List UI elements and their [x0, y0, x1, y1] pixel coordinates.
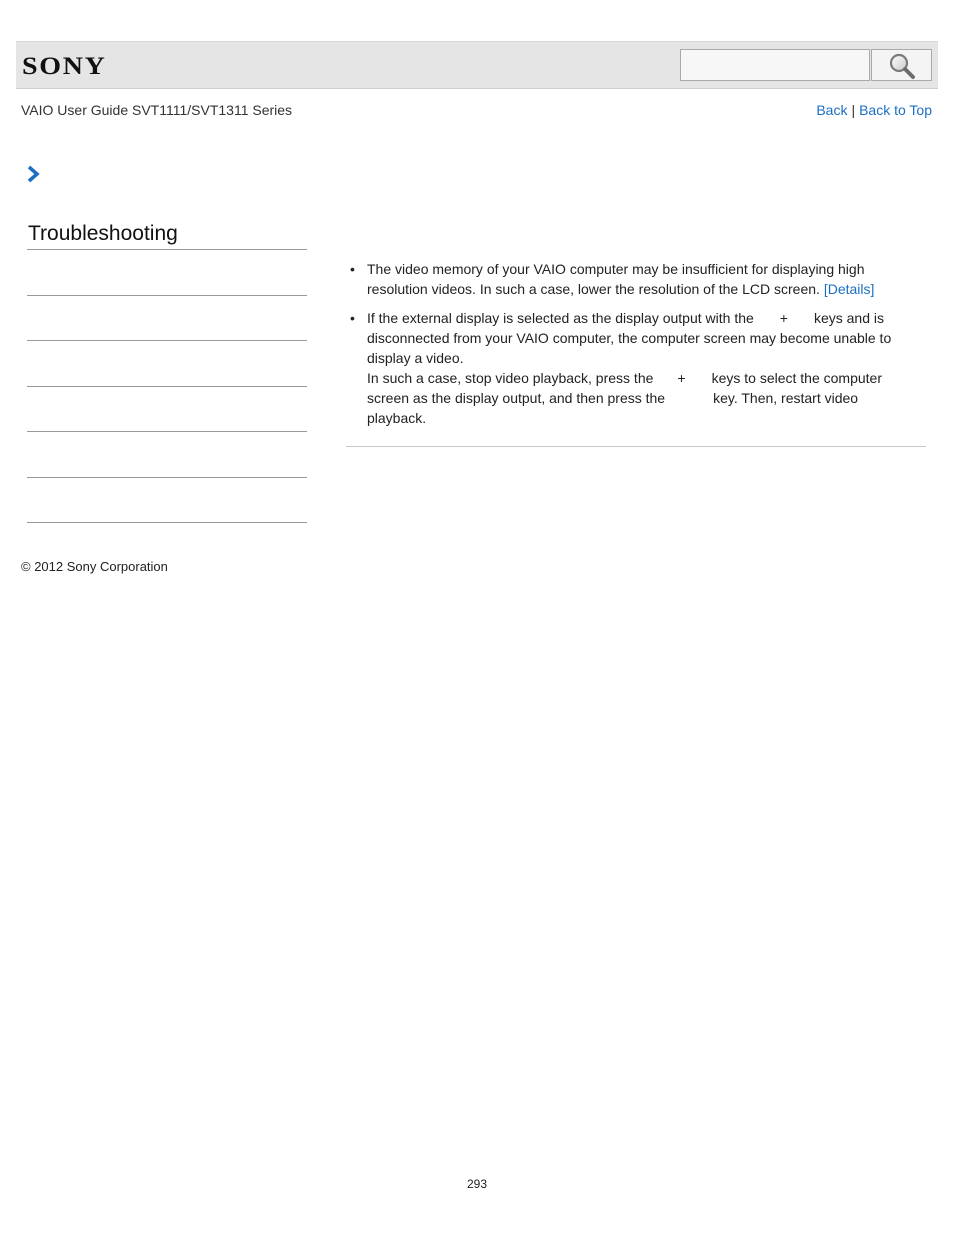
nav-links — [816, 102, 932, 118]
page-number: 293 — [466, 1177, 488, 1191]
chevron-right-icon — [26, 165, 42, 183]
content-divider — [346, 446, 926, 447]
item-text: key. Then, restart video playback. — [367, 390, 859, 426]
item-text: keys to select the computer screen as the display output, and then press the — [367, 370, 882, 406]
back-to-top-link[interactable]: Back to Top — [859, 102, 932, 118]
breadcrumb — [26, 165, 42, 188]
item-text: keys and is disconnected from your VAIO computer, the computer screen may become unable to display a video. — [367, 310, 892, 366]
sidebar-title-rule — [27, 249, 307, 250]
sidebar-item[interactable] — [27, 386, 307, 387]
item-text: If the external display is selected as the display output with the — [367, 310, 754, 326]
sidebar-item[interactable] — [27, 477, 307, 478]
guide-title: VAIO User Guide SVT1111/SVT1311 Series — [21, 102, 293, 118]
nav-separator: | — [851, 102, 856, 118]
plus-sign: + — [677, 370, 686, 386]
item-text: The video memory of your VAIO computer may be insufficient for displaying high resolution videos. In such a case, lower the resolution of the LCD screen. — [367, 261, 865, 297]
header-bar — [16, 41, 938, 89]
plus-sign: + — [779, 310, 788, 326]
search-input[interactable] — [680, 49, 870, 81]
sidebar-item[interactable] — [27, 295, 307, 296]
details-link[interactable]: [Details] — [823, 281, 875, 297]
sidebar-item[interactable] — [27, 340, 307, 341]
bullet-icon: • — [350, 310, 355, 326]
sidebar-item[interactable] — [27, 522, 307, 523]
sidebar-item[interactable] — [27, 431, 307, 432]
magnifier-icon — [888, 52, 916, 80]
search-button[interactable] — [871, 49, 932, 81]
list-item — [347, 308, 907, 428]
bullet-icon: • — [350, 261, 355, 277]
copyright: © 2012 Sony Corporation — [21, 559, 168, 574]
item-text: In such a case, stop video playback, press the — [367, 370, 654, 386]
item-paragraph — [367, 368, 907, 428]
list-item — [347, 259, 907, 299]
item-paragraph — [367, 308, 907, 368]
sidebar-title: Troubleshooting — [28, 222, 178, 245]
main-content — [347, 259, 907, 428]
back-link[interactable]: Back — [816, 102, 848, 118]
sony-logo: SONY — [22, 53, 107, 80]
